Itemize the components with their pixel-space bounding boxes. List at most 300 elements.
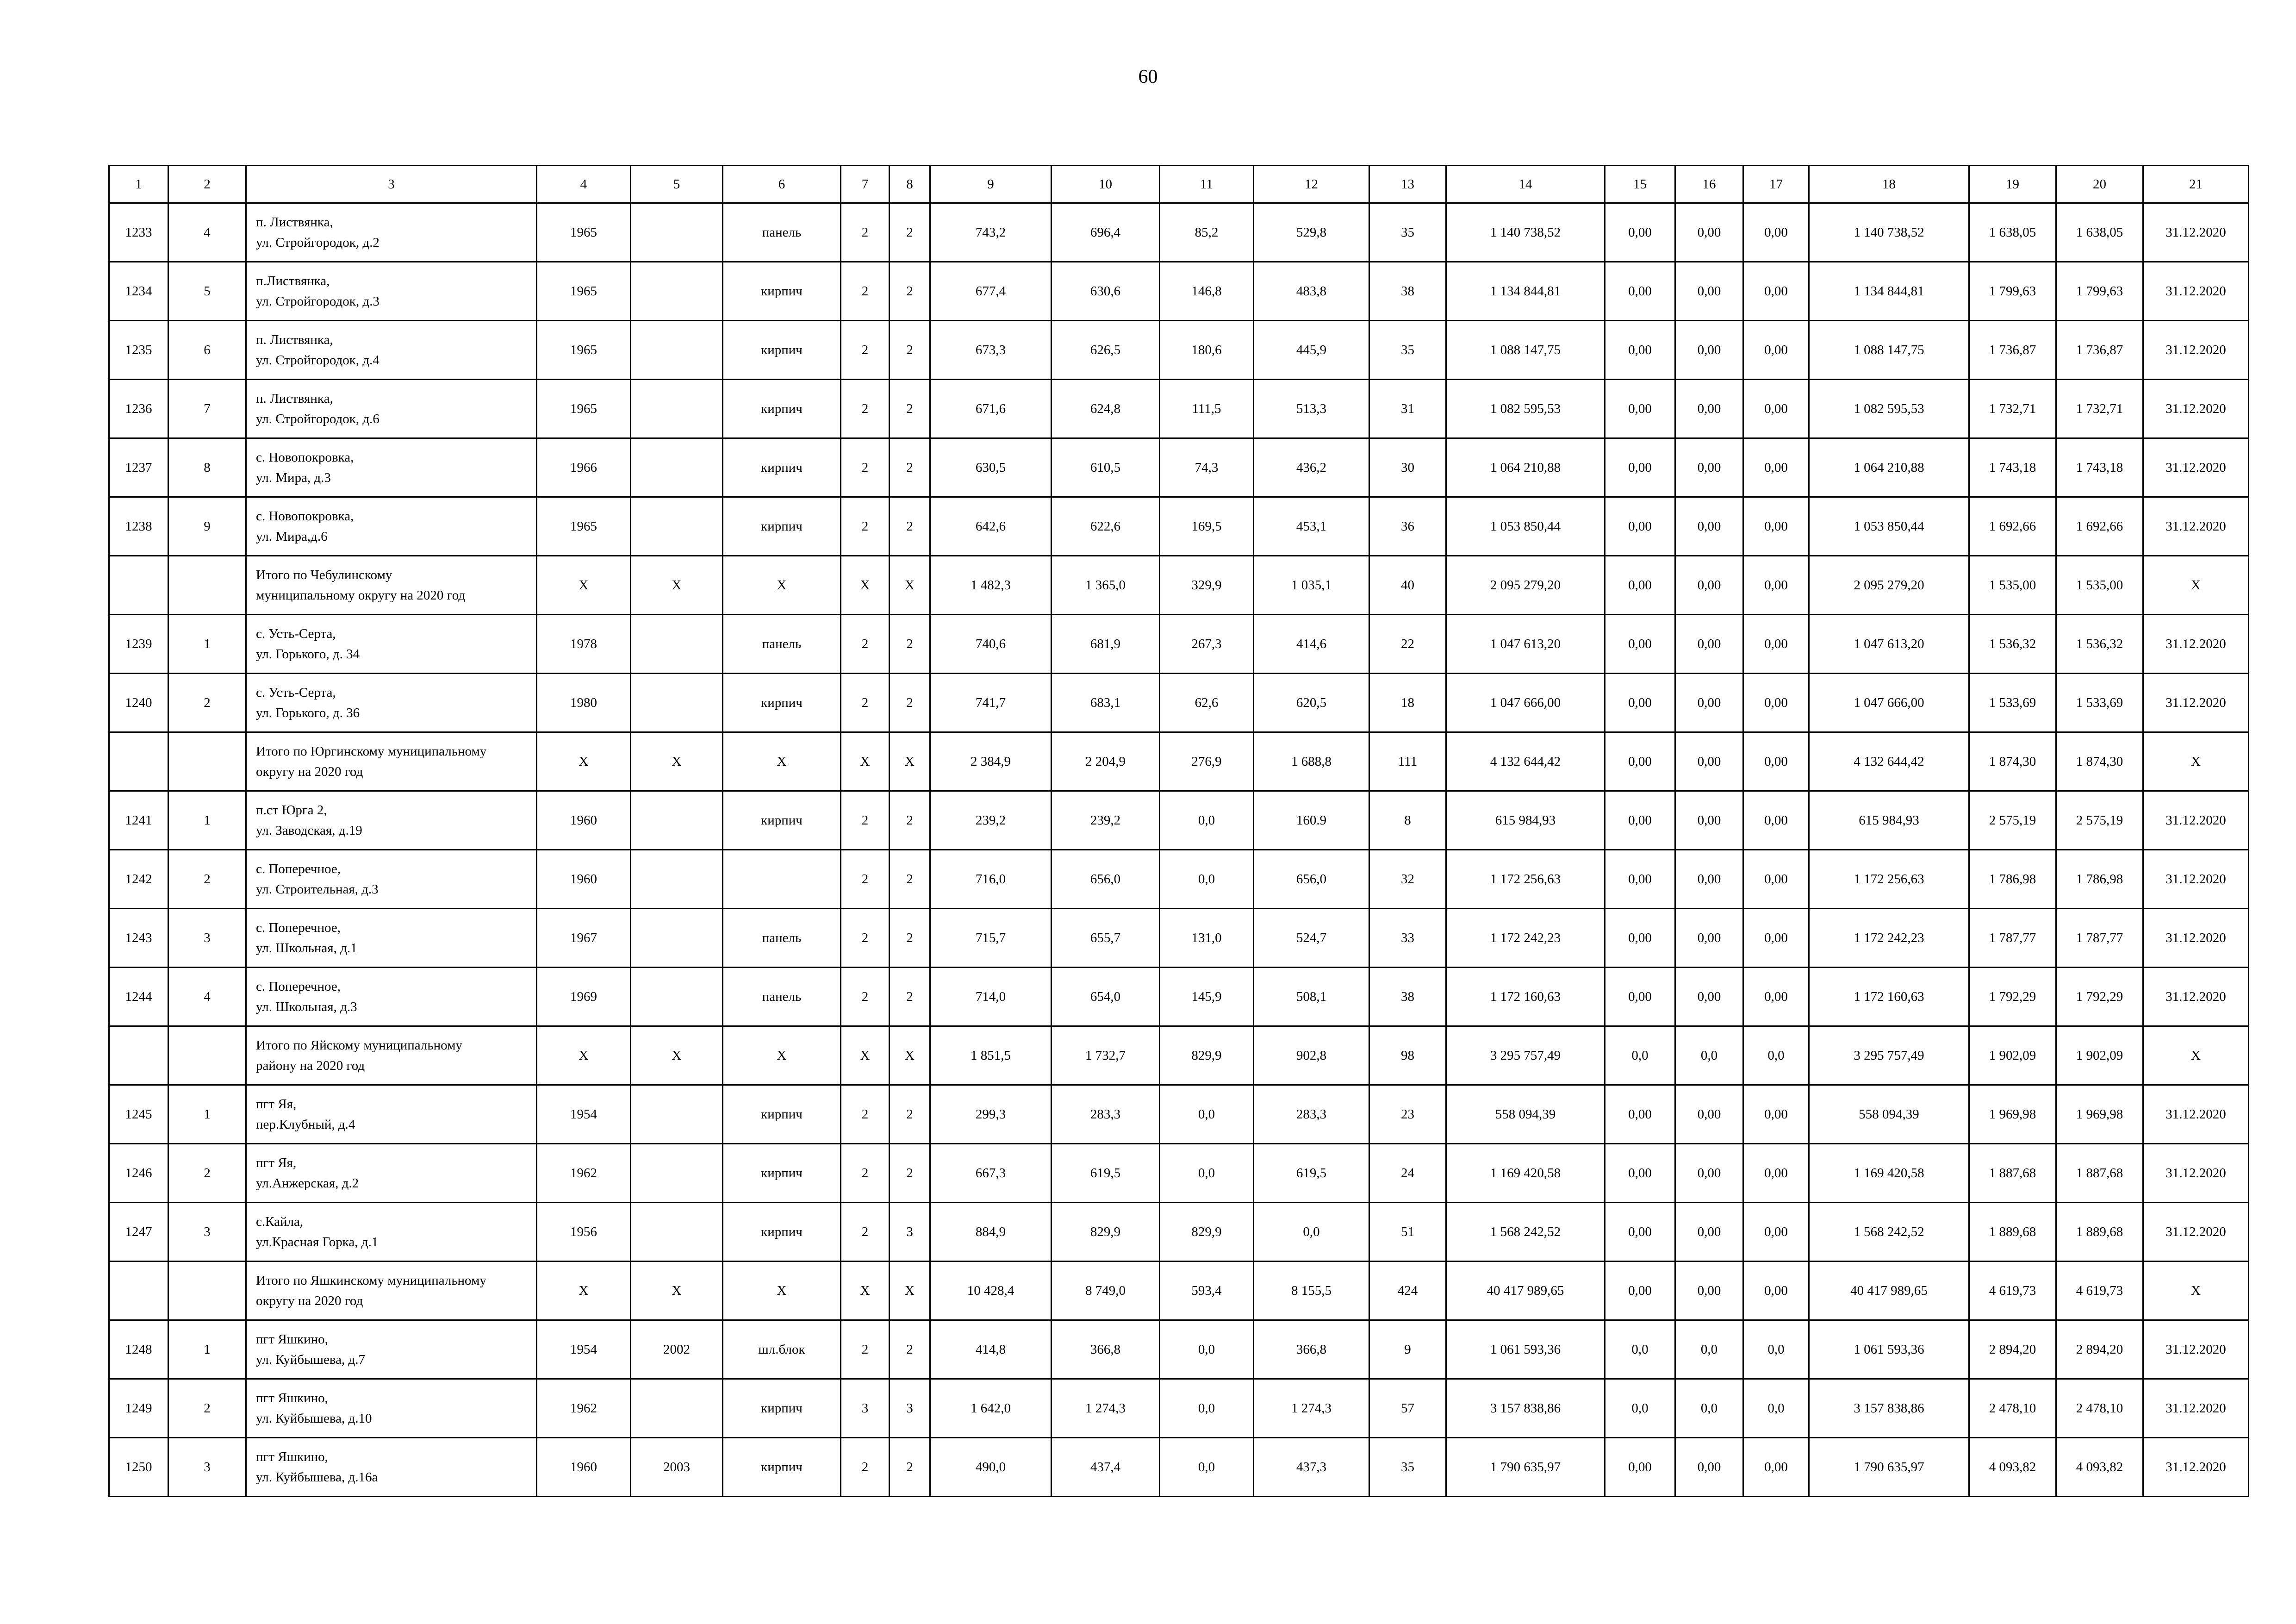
table-cell: 0,00 <box>1743 203 1809 262</box>
table-cell: 1966 <box>537 438 631 497</box>
table-cell: 1960 <box>537 791 631 850</box>
table-cell: 1960 <box>537 1438 631 1497</box>
table-cell: 513,3 <box>1254 380 1369 438</box>
table-cell: 1 047 613,20 <box>1446 615 1605 674</box>
table-cell: 0,00 <box>1675 438 1743 497</box>
table-cell: 2 <box>841 1203 890 1262</box>
table-cell: 0,00 <box>1675 380 1743 438</box>
table-cell: 8 <box>1369 791 1446 850</box>
table-row <box>109 1203 2249 1262</box>
table-cell: 0,00 <box>1675 850 1743 909</box>
table-cell: X <box>890 1026 930 1085</box>
table-cell: 0,00 <box>1675 615 1743 674</box>
table-cell: 740,6 <box>930 615 1052 674</box>
table-cell: 0,00 <box>1675 1262 1743 1320</box>
table-cell: 0,0 <box>1605 1320 1675 1379</box>
table-cell: 615 984,93 <box>1446 791 1605 850</box>
table-cell: 2 <box>841 1144 890 1203</box>
table-cell: 1235 <box>109 321 168 380</box>
table-cell: 1234 <box>109 262 168 321</box>
table-row <box>109 1379 2249 1438</box>
table-cell: 10 428,4 <box>930 1262 1052 1320</box>
table-cell: 2 <box>841 1085 890 1144</box>
table-cell <box>723 850 841 909</box>
table-cell: 0,0 <box>1675 1320 1743 1379</box>
table-cell: 0,0 <box>1160 1379 1254 1438</box>
column-header: 18 <box>1809 166 1969 203</box>
table-cell: 3 <box>168 1438 246 1497</box>
table-cell: 683,1 <box>1052 674 1160 732</box>
table-cell: 1 533,69 <box>1969 674 2056 732</box>
table-cell: 30 <box>1369 438 1446 497</box>
table-cell: 8 <box>168 438 246 497</box>
table-cell: 1 969,98 <box>1969 1085 2056 1144</box>
table-cell: 4 <box>168 203 246 262</box>
table-cell: 1 786,98 <box>2056 850 2143 909</box>
table-cell: 0,00 <box>1605 1438 1675 1497</box>
table-cell: 0,00 <box>1743 1203 1809 1262</box>
table-cell: 743,2 <box>930 203 1052 262</box>
table-cell: 1 482,3 <box>930 556 1052 615</box>
table-cell: 1 887,68 <box>2056 1144 2143 1203</box>
table-cell: 35 <box>1369 203 1446 262</box>
table-cell: 2 <box>890 1144 930 1203</box>
table-cell: 667,3 <box>930 1144 1052 1203</box>
table-cell: 4 619,73 <box>1969 1262 2056 1320</box>
table-cell: X <box>841 1262 890 1320</box>
table-cell: 2 <box>841 909 890 968</box>
table-cell: 1 902,09 <box>2056 1026 2143 1085</box>
table-cell: 2 <box>168 1379 246 1438</box>
table-cell: 2 <box>841 674 890 732</box>
table-cell: панель <box>723 968 841 1026</box>
table-cell: 0,00 <box>1605 615 1675 674</box>
table-cell: X <box>631 1026 723 1085</box>
table-cell: 22 <box>1369 615 1446 674</box>
table-cell: 111 <box>1369 732 1446 791</box>
table-cell: кирпич <box>723 380 841 438</box>
table-cell: 1 889,68 <box>2056 1203 2143 1262</box>
table-cell: панель <box>723 203 841 262</box>
table-cell <box>631 1203 723 1262</box>
table-cell: 2 <box>890 321 930 380</box>
table-cell: 283,3 <box>1052 1085 1160 1144</box>
table-cell: X <box>2143 1262 2249 1320</box>
table-cell <box>109 556 168 615</box>
table-cell: 2 <box>890 909 930 968</box>
table-cell: 0,00 <box>1743 850 1809 909</box>
table-cell: 656,0 <box>1254 850 1369 909</box>
table-cell: 0,00 <box>1605 1262 1675 1320</box>
table-cell: 0,00 <box>1743 1438 1809 1497</box>
column-header: 10 <box>1052 166 1160 203</box>
table-cell: 1965 <box>537 203 631 262</box>
total-row <box>109 556 2249 615</box>
table-cell: 1246 <box>109 1144 168 1203</box>
table-cell: X <box>841 732 890 791</box>
table-cell: 0,00 <box>1743 791 1809 850</box>
table-cell: 1 172 256,63 <box>1446 850 1605 909</box>
table-cell: 529,8 <box>1254 203 1369 262</box>
table-row <box>109 497 2249 556</box>
table-cell: 1240 <box>109 674 168 732</box>
address-cell: Итого по Яйскому муниципальному району на 2020 год <box>246 1026 537 1085</box>
table-cell: X <box>841 556 890 615</box>
table-cell: 0,00 <box>1605 1085 1675 1144</box>
table-cell: 902,8 <box>1254 1026 1369 1085</box>
column-header: 2 <box>168 166 246 203</box>
table-cell: кирпич <box>723 1144 841 1203</box>
address-cell: п. Листвянка, ул. Стройгородок, д.6 <box>246 380 537 438</box>
table-cell: X <box>2143 556 2249 615</box>
table-cell: 4 619,73 <box>2056 1262 2143 1320</box>
table-cell: кирпич <box>723 791 841 850</box>
table-cell: 1244 <box>109 968 168 1026</box>
table-cell: 145,9 <box>1160 968 1254 1026</box>
table-cell: 2 575,19 <box>2056 791 2143 850</box>
table-row <box>109 791 2249 850</box>
total-row <box>109 1026 2249 1085</box>
table-row <box>109 321 2249 380</box>
table-cell: 1978 <box>537 615 631 674</box>
table-cell: 0,00 <box>1743 1262 1809 1320</box>
table-cell: 1956 <box>537 1203 631 1262</box>
table-cell: 3 295 757,49 <box>1809 1026 1969 1085</box>
table-cell: 31.12.2020 <box>2143 968 2249 1026</box>
table-cell: 3 <box>168 909 246 968</box>
table-cell: 0,00 <box>1743 674 1809 732</box>
table-cell: 169,5 <box>1160 497 1254 556</box>
table-cell: X <box>890 732 930 791</box>
table-cell: 1 889,68 <box>1969 1203 2056 1262</box>
table-cell: 0,0 <box>1160 1438 1254 1497</box>
table-cell: 85,2 <box>1160 203 1254 262</box>
address-cell: п. Листвянка, ул. Стройгородок, д.4 <box>246 321 537 380</box>
table-cell: 1 743,18 <box>1969 438 2056 497</box>
table-row <box>109 262 2249 321</box>
table-cell: 615 984,93 <box>1809 791 1969 850</box>
table-cell: 0,0 <box>1160 1320 1254 1379</box>
table-cell: 2 478,10 <box>1969 1379 2056 1438</box>
table-cell: 414,8 <box>930 1320 1052 1379</box>
table-cell: 1962 <box>537 1144 631 1203</box>
table-cell: 1 172 160,63 <box>1809 968 1969 1026</box>
table-cell: 0,00 <box>1675 968 1743 1026</box>
table-cell: 0,00 <box>1743 732 1809 791</box>
table-cell: 3 157 838,86 <box>1809 1379 1969 1438</box>
table-cell: X <box>631 556 723 615</box>
table-cell: кирпич <box>723 321 841 380</box>
table-row <box>109 1144 2249 1203</box>
table-cell: 276,9 <box>1160 732 1254 791</box>
table-cell: 671,6 <box>930 380 1052 438</box>
table-cell: 1 786,98 <box>1969 850 2056 909</box>
table-cell: 1247 <box>109 1203 168 1262</box>
table-cell <box>631 674 723 732</box>
table-cell: 2 <box>841 850 890 909</box>
table-cell: 0,00 <box>1675 497 1743 556</box>
table-cell: 673,3 <box>930 321 1052 380</box>
table-cell: 31.12.2020 <box>2143 791 2249 850</box>
table-cell: 1 169 420,58 <box>1446 1144 1605 1203</box>
table-cell: 36 <box>1369 497 1446 556</box>
table-cell: 2 <box>841 1438 890 1497</box>
table-cell: 0,00 <box>1743 909 1809 968</box>
table-cell: 1954 <box>537 1320 631 1379</box>
column-header: 14 <box>1446 166 1605 203</box>
table-cell: 299,3 <box>930 1085 1052 1144</box>
table-cell: 1 047 613,20 <box>1809 615 1969 674</box>
table-cell: 2 894,20 <box>2056 1320 2143 1379</box>
table-cell: 1 799,63 <box>2056 262 2143 321</box>
table-cell: 0,00 <box>1675 556 1743 615</box>
table-cell: 31.12.2020 <box>2143 1144 2249 1203</box>
table-cell: 0,0 <box>1743 1026 1809 1085</box>
table-cell: 31.12.2020 <box>2143 1438 2249 1497</box>
table-cell: 1 536,32 <box>1969 615 2056 674</box>
table-cell: 31.12.2020 <box>2143 321 2249 380</box>
table-cell: 0,00 <box>1675 203 1743 262</box>
table-cell: 508,1 <box>1254 968 1369 1026</box>
table-cell <box>631 968 723 1026</box>
table-cell: 2 <box>890 380 930 438</box>
table-cell: 267,3 <box>1160 615 1254 674</box>
table-cell: 2 <box>890 791 930 850</box>
table-cell: 558 094,39 <box>1809 1085 1969 1144</box>
table-cell: 0,00 <box>1605 1203 1675 1262</box>
column-header: 17 <box>1743 166 1809 203</box>
table-cell: 2 <box>168 1144 246 1203</box>
address-cell: пгт Яя, ул.Анжерская, д.2 <box>246 1144 537 1203</box>
table-cell: 0,00 <box>1605 203 1675 262</box>
table-cell: 3 295 757,49 <box>1446 1026 1605 1085</box>
table-header-row <box>109 166 2249 203</box>
table-cell: X <box>537 556 631 615</box>
table-cell: 0,00 <box>1675 1144 1743 1203</box>
column-header: 19 <box>1969 166 2056 203</box>
table-cell: 239,2 <box>930 791 1052 850</box>
table-cell: 0,0 <box>1675 1379 1743 1438</box>
table-cell: X <box>723 1262 841 1320</box>
column-header: 11 <box>1160 166 1254 203</box>
table-cell: 2 <box>841 203 890 262</box>
table-cell: 1 736,87 <box>1969 321 2056 380</box>
table-cell: 1 169 420,58 <box>1809 1144 1969 1203</box>
table-cell: 160.9 <box>1254 791 1369 850</box>
table-cell: 0,00 <box>1743 1085 1809 1144</box>
table-cell: 33 <box>1369 909 1446 968</box>
table-cell: кирпич <box>723 438 841 497</box>
table-cell <box>631 615 723 674</box>
table-cell: 2 <box>890 968 930 1026</box>
table-cell: 1 568 242,52 <box>1809 1203 1969 1262</box>
table-cell: 696,4 <box>1052 203 1160 262</box>
table-cell: 31.12.2020 <box>2143 1085 2249 1144</box>
table-cell: 0,0 <box>1675 1026 1743 1085</box>
table-cell: 366,8 <box>1052 1320 1160 1379</box>
table-cell: 483,8 <box>1254 262 1369 321</box>
table-row <box>109 203 2249 262</box>
table-cell: 2 <box>890 615 930 674</box>
table-cell <box>109 1262 168 1320</box>
table-cell: 31.12.2020 <box>2143 1379 2249 1438</box>
table-cell: 1 790 635,97 <box>1446 1438 1605 1497</box>
table-cell: 1 064 210,88 <box>1446 438 1605 497</box>
table-cell <box>109 732 168 791</box>
table-cell: 0,00 <box>1605 850 1675 909</box>
table-cell: 0,00 <box>1605 380 1675 438</box>
table-cell: 436,2 <box>1254 438 1369 497</box>
table-cell: 0,00 <box>1605 968 1675 1026</box>
table-row <box>109 438 2249 497</box>
table-cell: 0,00 <box>1743 556 1809 615</box>
table-cell: 0,00 <box>1743 1144 1809 1203</box>
table-cell: 2 <box>841 321 890 380</box>
table-cell: 1243 <box>109 909 168 968</box>
table-cell: шл.блок <box>723 1320 841 1379</box>
table-cell: 1 053 850,44 <box>1446 497 1605 556</box>
table-cell: 35 <box>1369 321 1446 380</box>
table-cell: 1 638,05 <box>2056 203 2143 262</box>
table-cell: 1 064 210,88 <box>1809 438 1969 497</box>
table-cell: X <box>537 1262 631 1320</box>
table-cell: 1960 <box>537 850 631 909</box>
table-cell: 1 732,7 <box>1052 1026 1160 1085</box>
table-cell: 38 <box>1369 262 1446 321</box>
table-cell: 1 790 635,97 <box>1809 1438 1969 1497</box>
table-cell: 40 417 989,65 <box>1809 1262 1969 1320</box>
table-cell: 630,5 <box>930 438 1052 497</box>
address-cell: с.Кайла, ул.Красная Горка, д.1 <box>246 1203 537 1262</box>
table-cell: 18 <box>1369 674 1446 732</box>
table-cell: 1241 <box>109 791 168 850</box>
table-cell: 1 568 242,52 <box>1446 1203 1605 1262</box>
table-cell: 1 743,18 <box>2056 438 2143 497</box>
table-cell: 2 <box>168 850 246 909</box>
table-cell: 1 134 844,81 <box>1809 262 1969 321</box>
column-header: 7 <box>841 166 890 203</box>
table-row <box>109 1320 2249 1379</box>
table-cell: 0,00 <box>1675 909 1743 968</box>
table-cell: 62,6 <box>1160 674 1254 732</box>
table-cell: 9 <box>168 497 246 556</box>
table-cell: 1 274,3 <box>1254 1379 1369 1438</box>
table-cell: 2 <box>890 850 930 909</box>
table-cell: 2 <box>841 380 890 438</box>
table-cell: 656,0 <box>1052 850 1160 909</box>
table-cell <box>109 1026 168 1085</box>
address-cell: с. Поперечное, ул. Строительная, д.3 <box>246 850 537 909</box>
table-cell: кирпич <box>723 1203 841 1262</box>
table-cell: 1954 <box>537 1085 631 1144</box>
table-cell: 0,0 <box>1254 1203 1369 1262</box>
table-cell: X <box>631 1262 723 1320</box>
table-cell: 366,8 <box>1254 1320 1369 1379</box>
table-cell: 1 535,00 <box>2056 556 2143 615</box>
table-cell: 2 <box>841 791 890 850</box>
table-cell: 2 <box>890 438 930 497</box>
table-cell: 2 <box>841 262 890 321</box>
address-cell: пгт Яшкино, ул. Куйбышева, д.16а <box>246 1438 537 1497</box>
table-cell: 1 053 850,44 <box>1809 497 1969 556</box>
table-cell: 0,00 <box>1743 262 1809 321</box>
table-cell <box>631 321 723 380</box>
address-cell: Итого по Яшкинскому муниципальному округу на 2020 год <box>246 1262 537 1320</box>
table-cell: 31.12.2020 <box>2143 262 2249 321</box>
table-cell: 0,00 <box>1675 262 1743 321</box>
table-cell: X <box>537 732 631 791</box>
table-cell: 2 <box>841 1320 890 1379</box>
table-cell: 23 <box>1369 1085 1446 1144</box>
table-cell: 2 <box>890 203 930 262</box>
column-header: 12 <box>1254 166 1369 203</box>
table-cell: 4 <box>168 968 246 1026</box>
page-number: 60 <box>1138 66 1158 87</box>
table-cell: 1 061 593,36 <box>1446 1320 1605 1379</box>
table-cell: кирпич <box>723 1379 841 1438</box>
table-cell: 1980 <box>537 674 631 732</box>
table-cell: 0,00 <box>1605 791 1675 850</box>
table-cell: X <box>890 556 930 615</box>
table-cell: 620,5 <box>1254 674 1369 732</box>
table-cell: 2 <box>890 497 930 556</box>
table-cell: кирпич <box>723 674 841 732</box>
table-cell: 0,0 <box>1605 1026 1675 1085</box>
table-cell: 1 533,69 <box>2056 674 2143 732</box>
table-cell: 0,00 <box>1605 732 1675 791</box>
table-cell: 3 <box>841 1379 890 1438</box>
table-cell: 57 <box>1369 1379 1446 1438</box>
address-cell: Итого по Чебулинскому муниципальному округу на 2020 год <box>246 556 537 615</box>
table-cell: 1 172 242,23 <box>1809 909 1969 968</box>
table-cell: 2 <box>890 1085 930 1144</box>
table-cell: 38 <box>1369 968 1446 1026</box>
table-cell: 2 <box>841 968 890 1026</box>
table-cell: 558 094,39 <box>1446 1085 1605 1144</box>
address-cell: с. Поперечное, ул. Школьная, д.3 <box>246 968 537 1026</box>
total-row <box>109 732 2249 791</box>
table-cell: 0,00 <box>1675 321 1743 380</box>
table-cell: 1 082 595,53 <box>1809 380 1969 438</box>
table-cell: 24 <box>1369 1144 1446 1203</box>
table-cell: 1 172 242,23 <box>1446 909 1605 968</box>
table-row <box>109 968 2249 1026</box>
table-cell: 0,00 <box>1605 909 1675 968</box>
table-cell <box>631 909 723 968</box>
table-cell: кирпич <box>723 1438 841 1497</box>
address-cell: с. Усть-Серта, ул. Горького, д. 34 <box>246 615 537 674</box>
table-cell: 829,9 <box>1160 1203 1254 1262</box>
column-header: 13 <box>1369 166 1446 203</box>
address-cell: с. Усть-Серта, ул. Горького, д. 36 <box>246 674 537 732</box>
table-cell <box>168 1026 246 1085</box>
table-cell: 3 157 838,86 <box>1446 1379 1605 1438</box>
table-cell: X <box>723 556 841 615</box>
table-cell: 1 792,29 <box>2056 968 2143 1026</box>
table-cell: 1969 <box>537 968 631 1026</box>
table-cell: 1965 <box>537 262 631 321</box>
table-cell: 180,6 <box>1160 321 1254 380</box>
table-cell: 1 732,71 <box>2056 380 2143 438</box>
table-cell: 0,00 <box>1605 556 1675 615</box>
table-cell: 2 204,9 <box>1052 732 1160 791</box>
table-cell: 714,0 <box>930 968 1052 1026</box>
table-row <box>109 1085 2249 1144</box>
table-cell: 1962 <box>537 1379 631 1438</box>
table-cell: 1 140 738,52 <box>1446 203 1605 262</box>
table-cell: 1248 <box>109 1320 168 1379</box>
table-cell: 829,9 <box>1052 1203 1160 1262</box>
